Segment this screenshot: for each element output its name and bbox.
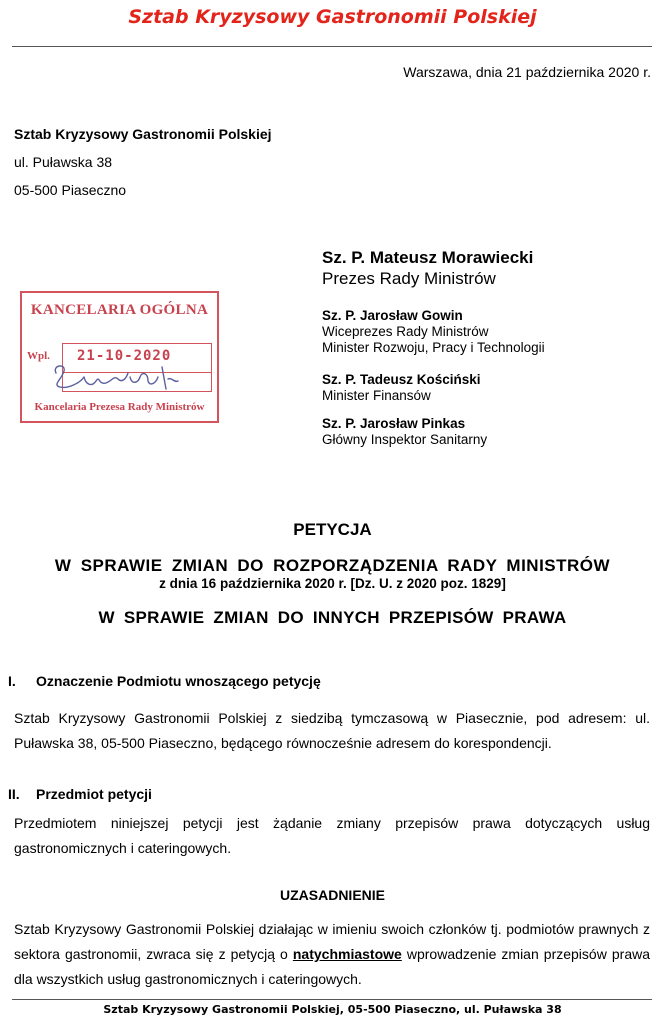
justification-text: wprowadzenie zmian przepisów prawa dla wszystkich usług gastronomicznych i cateringowych.: [14, 946, 650, 987]
sender-block: [14, 120, 272, 204]
recipient-gowin: [322, 308, 545, 356]
recipient-role: Minister Finansów: [322, 388, 431, 403]
section-paragraph: Sztab Kryzysowy Gastronomii Polskiej z siedzibą tymczasową w Piasecznie, pod adresem: ul. Puławska 38, 05-500 Piaseczno, będącego równocześnie adresem do korespondencji.: [14, 710, 650, 751]
section-paragraph: Przedmiotem niniejszej petycji jest żądanie zmiany przepisów prawa dotyczących usług gastronomicznych i cateringowych.: [14, 815, 650, 856]
justification-text: Sztab Kryzysowy Gastronomii Polskiej działając w imieniu swoich członków tj. podmiotów prawnych z sektora gastronomii, zwraca się z petycją o: [14, 921, 650, 962]
recipient-name: Sz. P. Tadeusz Kościński: [322, 372, 481, 387]
sender-name: Sztab Kryzysowy Gastronomii Polskiej: [14, 126, 272, 142]
justification-emphasis: natychmiastowe: [292, 946, 402, 962]
sender-street: ul. Puławska 38: [14, 154, 113, 170]
justification-paragraph: [14, 917, 650, 992]
petition-subtitle-2: W SPRAWIE ZMIAN DO INNYCH PRZEPISÓW PRAWA: [98, 608, 567, 627]
section-number: I.: [8, 673, 16, 689]
main-recipient-name: Sz. P. Mateusz Morawiecki: [322, 248, 534, 267]
recipient-koscinski: [322, 372, 481, 404]
letterhead-title: Sztab Kryzysowy Gastronomii Polskiej: [128, 6, 537, 28]
petition-subtitle-1-detail: z dnia 16 października 2020 r. [Dz. U. z 2020 poz. 1829]: [159, 576, 506, 591]
sender-city: 05-500 Piaseczno: [14, 182, 127, 198]
recipient-pinkas: [322, 416, 487, 448]
header-divider: [12, 46, 652, 47]
recipient-name: Sz. P. Jarosław Pinkas: [322, 416, 466, 431]
section-title: Przedmiot petycji: [36, 786, 152, 802]
received-stamp: [20, 291, 219, 423]
stamp-wpl-label: Wpl.: [27, 350, 50, 362]
petition-subtitle-1: W SPRAWIE ZMIAN DO ROZPORZĄDZENIA RADY MINISTRÓW: [54, 556, 611, 575]
petition-title: PETYCJA: [293, 520, 372, 539]
main-recipient: [322, 247, 533, 289]
recipient-role: Minister Rozwoju, Pracy i Technologii: [322, 340, 545, 355]
recipient-role: Główny Inspektor Sanitarny: [322, 432, 488, 447]
stamp-title: KANCELARIA OGÓLNA: [30, 302, 209, 318]
recipient-role: Wiceprezes Rady Ministrów: [322, 324, 489, 339]
recipient-name: Sz. P. Jarosław Gowin: [322, 308, 463, 323]
section-number: II.: [8, 786, 20, 802]
page-footer: Sztab Kryzysowy Gastronomii Polskiej, 05-500 Piaseczno, ul. Puławska 38: [103, 1003, 562, 1016]
section-title: Oznaczenie Podmiotu wnoszącego petycję: [36, 673, 321, 689]
stamp-date: 21-10-2020: [77, 348, 172, 364]
stamp-footer: Kancelaria Prezesa Rady Ministrów: [34, 401, 205, 413]
justification-heading: UZASADNIENIE: [279, 887, 385, 903]
date-line: Warszawa, dnia 21 października 2020 r.: [403, 64, 651, 80]
main-recipient-role: Prezes Rady Ministrów: [322, 269, 496, 288]
footer-divider: [12, 999, 652, 1000]
